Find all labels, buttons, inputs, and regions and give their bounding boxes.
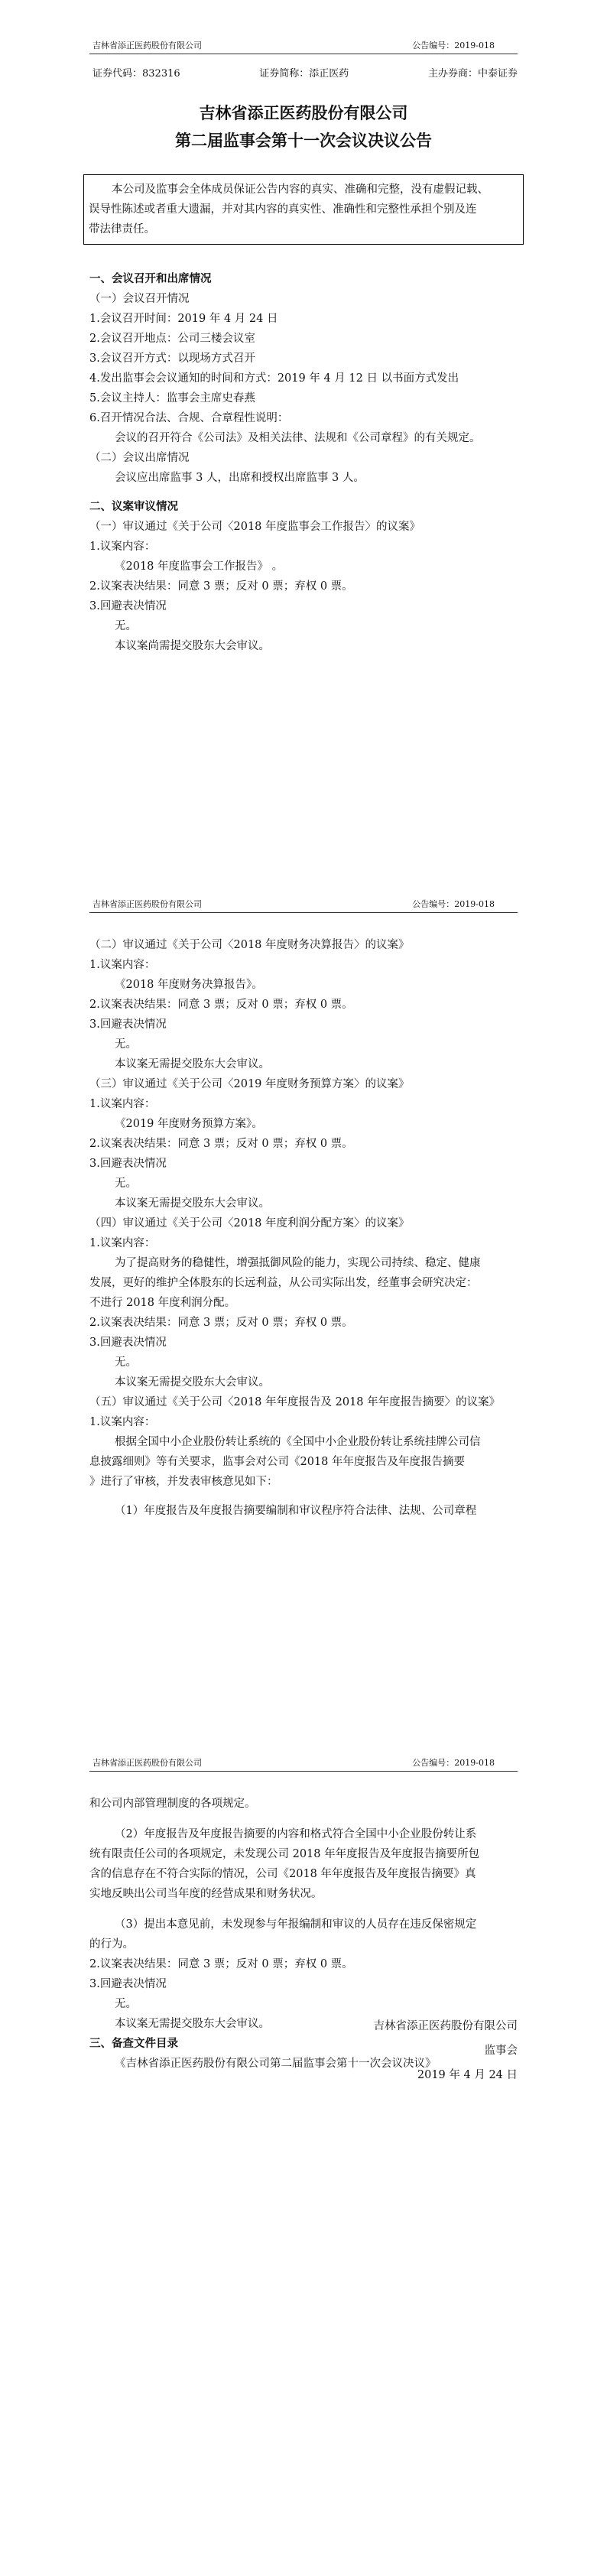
subheading: （二）会议出席情况 bbox=[89, 452, 190, 464]
security-codes bbox=[89, 66, 518, 83]
motion-content: 发展，更好的维护全体股东的长远利益，从公司实际出发，经董事会研究决定： bbox=[89, 1277, 478, 1289]
motion-title: （五）审议通过《关于公司〈2018 年年度报告及 2018 年年度报告摘要〉的议案》 bbox=[89, 1396, 501, 1408]
section-heading: 一、会议召开和出席情况 bbox=[89, 272, 212, 285]
legality-text: 会议的召开符合《公司法》及相关法律、法规和《公司章程》的有关规定。 bbox=[115, 432, 481, 444]
signature-date: 2019 年 4 月 24 日 bbox=[417, 2069, 518, 2081]
recusal-value: 无。 bbox=[115, 1038, 137, 1051]
header-company: 吉林省添正医药股份有限公司 bbox=[93, 41, 202, 50]
signature-board: 监事会 bbox=[484, 2045, 518, 2057]
page-header bbox=[89, 898, 518, 913]
stock-code: 证券代码：832316 bbox=[93, 68, 180, 80]
content-label: 1.议案内容： bbox=[89, 1416, 156, 1428]
content-label: 1.议案内容： bbox=[89, 959, 156, 971]
recusal-value: 无。 bbox=[115, 1178, 137, 1190]
recusal-value: 无。 bbox=[115, 1998, 137, 2010]
stock-abbr: 证券简称：添正医药 bbox=[259, 68, 349, 80]
meeting-time: 1.会议召开时间：2019 年 4 月 24 日 bbox=[89, 313, 278, 325]
page-1-content bbox=[89, 66, 518, 656]
meeting-method: 3.会议召开方式：以现场方式召开 bbox=[89, 352, 255, 365]
motion-content: 为了提高财务的稳健性，增强抵御风险的能力，实现公司持续、稳定、健康 bbox=[115, 1257, 481, 1269]
vote-result: 2.议案表决结果：同意 3 票；反对 0 票；弃权 0 票。 bbox=[89, 999, 353, 1011]
motion-content: （2）年度报告及年度报告摘要的内容和格式符合全国中小企业股份转让系 bbox=[115, 1828, 477, 1840]
motion-content: 含的信息存在不符合实际的情况，公司《2018 年年度报告及年度报告摘要》真 bbox=[89, 1868, 476, 1880]
content-label: 1.议案内容： bbox=[89, 1098, 156, 1110]
motion-title: （三）审议通过《关于公司〈2019 年度财务预算方案〉的议案》 bbox=[89, 1078, 410, 1090]
submission-note: 本议案无需提交股东大会审议。 bbox=[115, 2018, 270, 2030]
content-label: 1.议案内容： bbox=[89, 1237, 156, 1249]
header-notice-no: 公告编号：2019-018 bbox=[412, 1758, 495, 1768]
motion-content: 的行为。 bbox=[89, 1938, 134, 1951]
section-heading: 二、议案审议情况 bbox=[89, 500, 178, 513]
vote-result: 2.议案表决结果：同意 3 票；反对 0 票；弃权 0 票。 bbox=[89, 1958, 353, 1970]
page-header bbox=[89, 40, 518, 54]
recusal-label: 3.回避表决情况 bbox=[89, 600, 167, 612]
motion-content: 《2018 年度财务决算报告》。 bbox=[115, 979, 263, 991]
submission-note: 本议案无需提交股东大会审议。 bbox=[115, 1376, 270, 1389]
motion-content: 和公司内部管理制度的各项规定。 bbox=[89, 1798, 256, 1810]
legality-label: 6.召开情况合法、合规、合章程性说明： bbox=[89, 412, 289, 424]
recusal-label: 3.回避表决情况 bbox=[89, 1337, 167, 1349]
header-notice-no: 公告编号：2019-018 bbox=[412, 899, 495, 909]
vote-result: 2.议案表决结果：同意 3 票；反对 0 票；弃权 0 票。 bbox=[89, 1317, 353, 1329]
submission-note: 本议案无需提交股东大会审议。 bbox=[115, 1058, 270, 1070]
motion-content: 实地反映出公司当年度的经营成果和财务状况。 bbox=[89, 1888, 323, 1900]
page-2 bbox=[0, 859, 607, 1717]
attendance-text: 会议应出席监事 3 人，出席和授权出席监事 3 人。 bbox=[115, 472, 365, 484]
disclaimer-line: 误导性陈述或者重大遗漏，并对其内容的真实性、准确性和完整性承担个别及连 bbox=[89, 203, 477, 216]
recusal-value: 无。 bbox=[115, 1356, 137, 1369]
motion-title: （四）审议通过《关于公司〈2018 年度利润分配方案〉的议案》 bbox=[89, 1217, 410, 1230]
header-company: 吉林省添正医药股份有限公司 bbox=[93, 1758, 202, 1768]
page-header bbox=[89, 1757, 518, 1772]
signature-company: 吉林省添正医药股份有限公司 bbox=[373, 2020, 518, 2032]
reference-document: 《吉林省添正医药股份有限公司第二届监事会第十一次会议决议》 bbox=[115, 2058, 437, 2070]
recusal-label: 3.回避表决情况 bbox=[89, 1158, 167, 1170]
motion-content: 》进行了审核，并发表审核意见如下： bbox=[89, 1476, 278, 1488]
page-2-content bbox=[89, 935, 518, 1521]
motion-title: （二）审议通过《关于公司〈2018 年度财务决算报告〉的议案》 bbox=[89, 939, 410, 951]
motion-title: （一）审议通过《关于公司〈2018 年度监事会工作报告〉的议案》 bbox=[89, 521, 421, 533]
vote-result: 2.议案表决结果：同意 3 票；反对 0 票；弃权 0 票。 bbox=[89, 580, 353, 593]
meeting-notice: 4.发出监事会会议通知的时间和方式：2019 年 4 月 12 日 以书面方式发出 bbox=[89, 372, 459, 385]
disclaimer-line: 带法律责任。 bbox=[89, 223, 155, 236]
page-1 bbox=[0, 0, 607, 859]
motion-content: 根据全国中小企业股份转让系统的《全国中小企业股份转让系统挂牌公司信 bbox=[115, 1436, 481, 1448]
disclaimer-line: 本公司及监事会全体成员保证公告内容的真实、准确和完整，没有虚假记载、 bbox=[112, 184, 489, 196]
motion-content: （3）提出本意见前，未发现参与年报编制和审议的人员存在违反保密规定 bbox=[115, 1918, 477, 1931]
motion-content: 《2019 年度财务预算方案》。 bbox=[115, 1118, 263, 1130]
submission-note: 本议案无需提交股东大会审议。 bbox=[115, 1197, 270, 1210]
disclaimer-box bbox=[83, 174, 524, 245]
doc-title-line1: 吉林省添正医药股份有限公司 bbox=[199, 103, 408, 122]
section-heading: 三、备查文件目录 bbox=[89, 2037, 178, 2050]
motion-content: 统有限责任公司的各项规定，未发现公司 2018 年年度报告及年度报告摘要所包 bbox=[89, 1848, 480, 1860]
motion-content: 《2018 年度监事会工作报告》 。 bbox=[115, 560, 284, 573]
doc-title-line2: 第二届监事会第十一次会议决议公告 bbox=[175, 131, 432, 150]
recusal-label: 3.回避表决情况 bbox=[89, 1018, 167, 1031]
recusal-value: 无。 bbox=[115, 620, 137, 632]
content-label: 1.议案内容： bbox=[89, 541, 156, 553]
header-company: 吉林省添正医药股份有限公司 bbox=[93, 899, 202, 909]
page-3 bbox=[0, 1717, 607, 2576]
submission-note: 本议案尚需提交股东大会审议。 bbox=[115, 640, 270, 652]
signature-block bbox=[374, 2014, 518, 2087]
motion-content: 息披露细则》等有关要求，监事会对公司《2018 年年度报告及年度报告摘要 bbox=[89, 1456, 466, 1468]
subheading: （一）会议召开情况 bbox=[89, 293, 190, 305]
meeting-host: 5.会议主持人：监事会主席史春燕 bbox=[89, 392, 255, 404]
header-notice-no: 公告编号：2019-018 bbox=[412, 41, 495, 50]
motion-content: 不进行 2018 年度利润分配。 bbox=[89, 1297, 236, 1309]
meeting-place: 2.会议召开地点：公司三楼会议室 bbox=[89, 333, 255, 345]
vote-result: 2.议案表决结果：同意 3 票；反对 0 票；弃权 0 票。 bbox=[89, 1138, 353, 1150]
motion-content: （1）年度报告及年度报告摘要编制和审议程序符合法律、法规、公司章程 bbox=[115, 1505, 477, 1517]
broker: 主办券商：中泰证券 bbox=[427, 68, 518, 80]
recusal-label: 3.回避表决情况 bbox=[89, 1978, 167, 1990]
